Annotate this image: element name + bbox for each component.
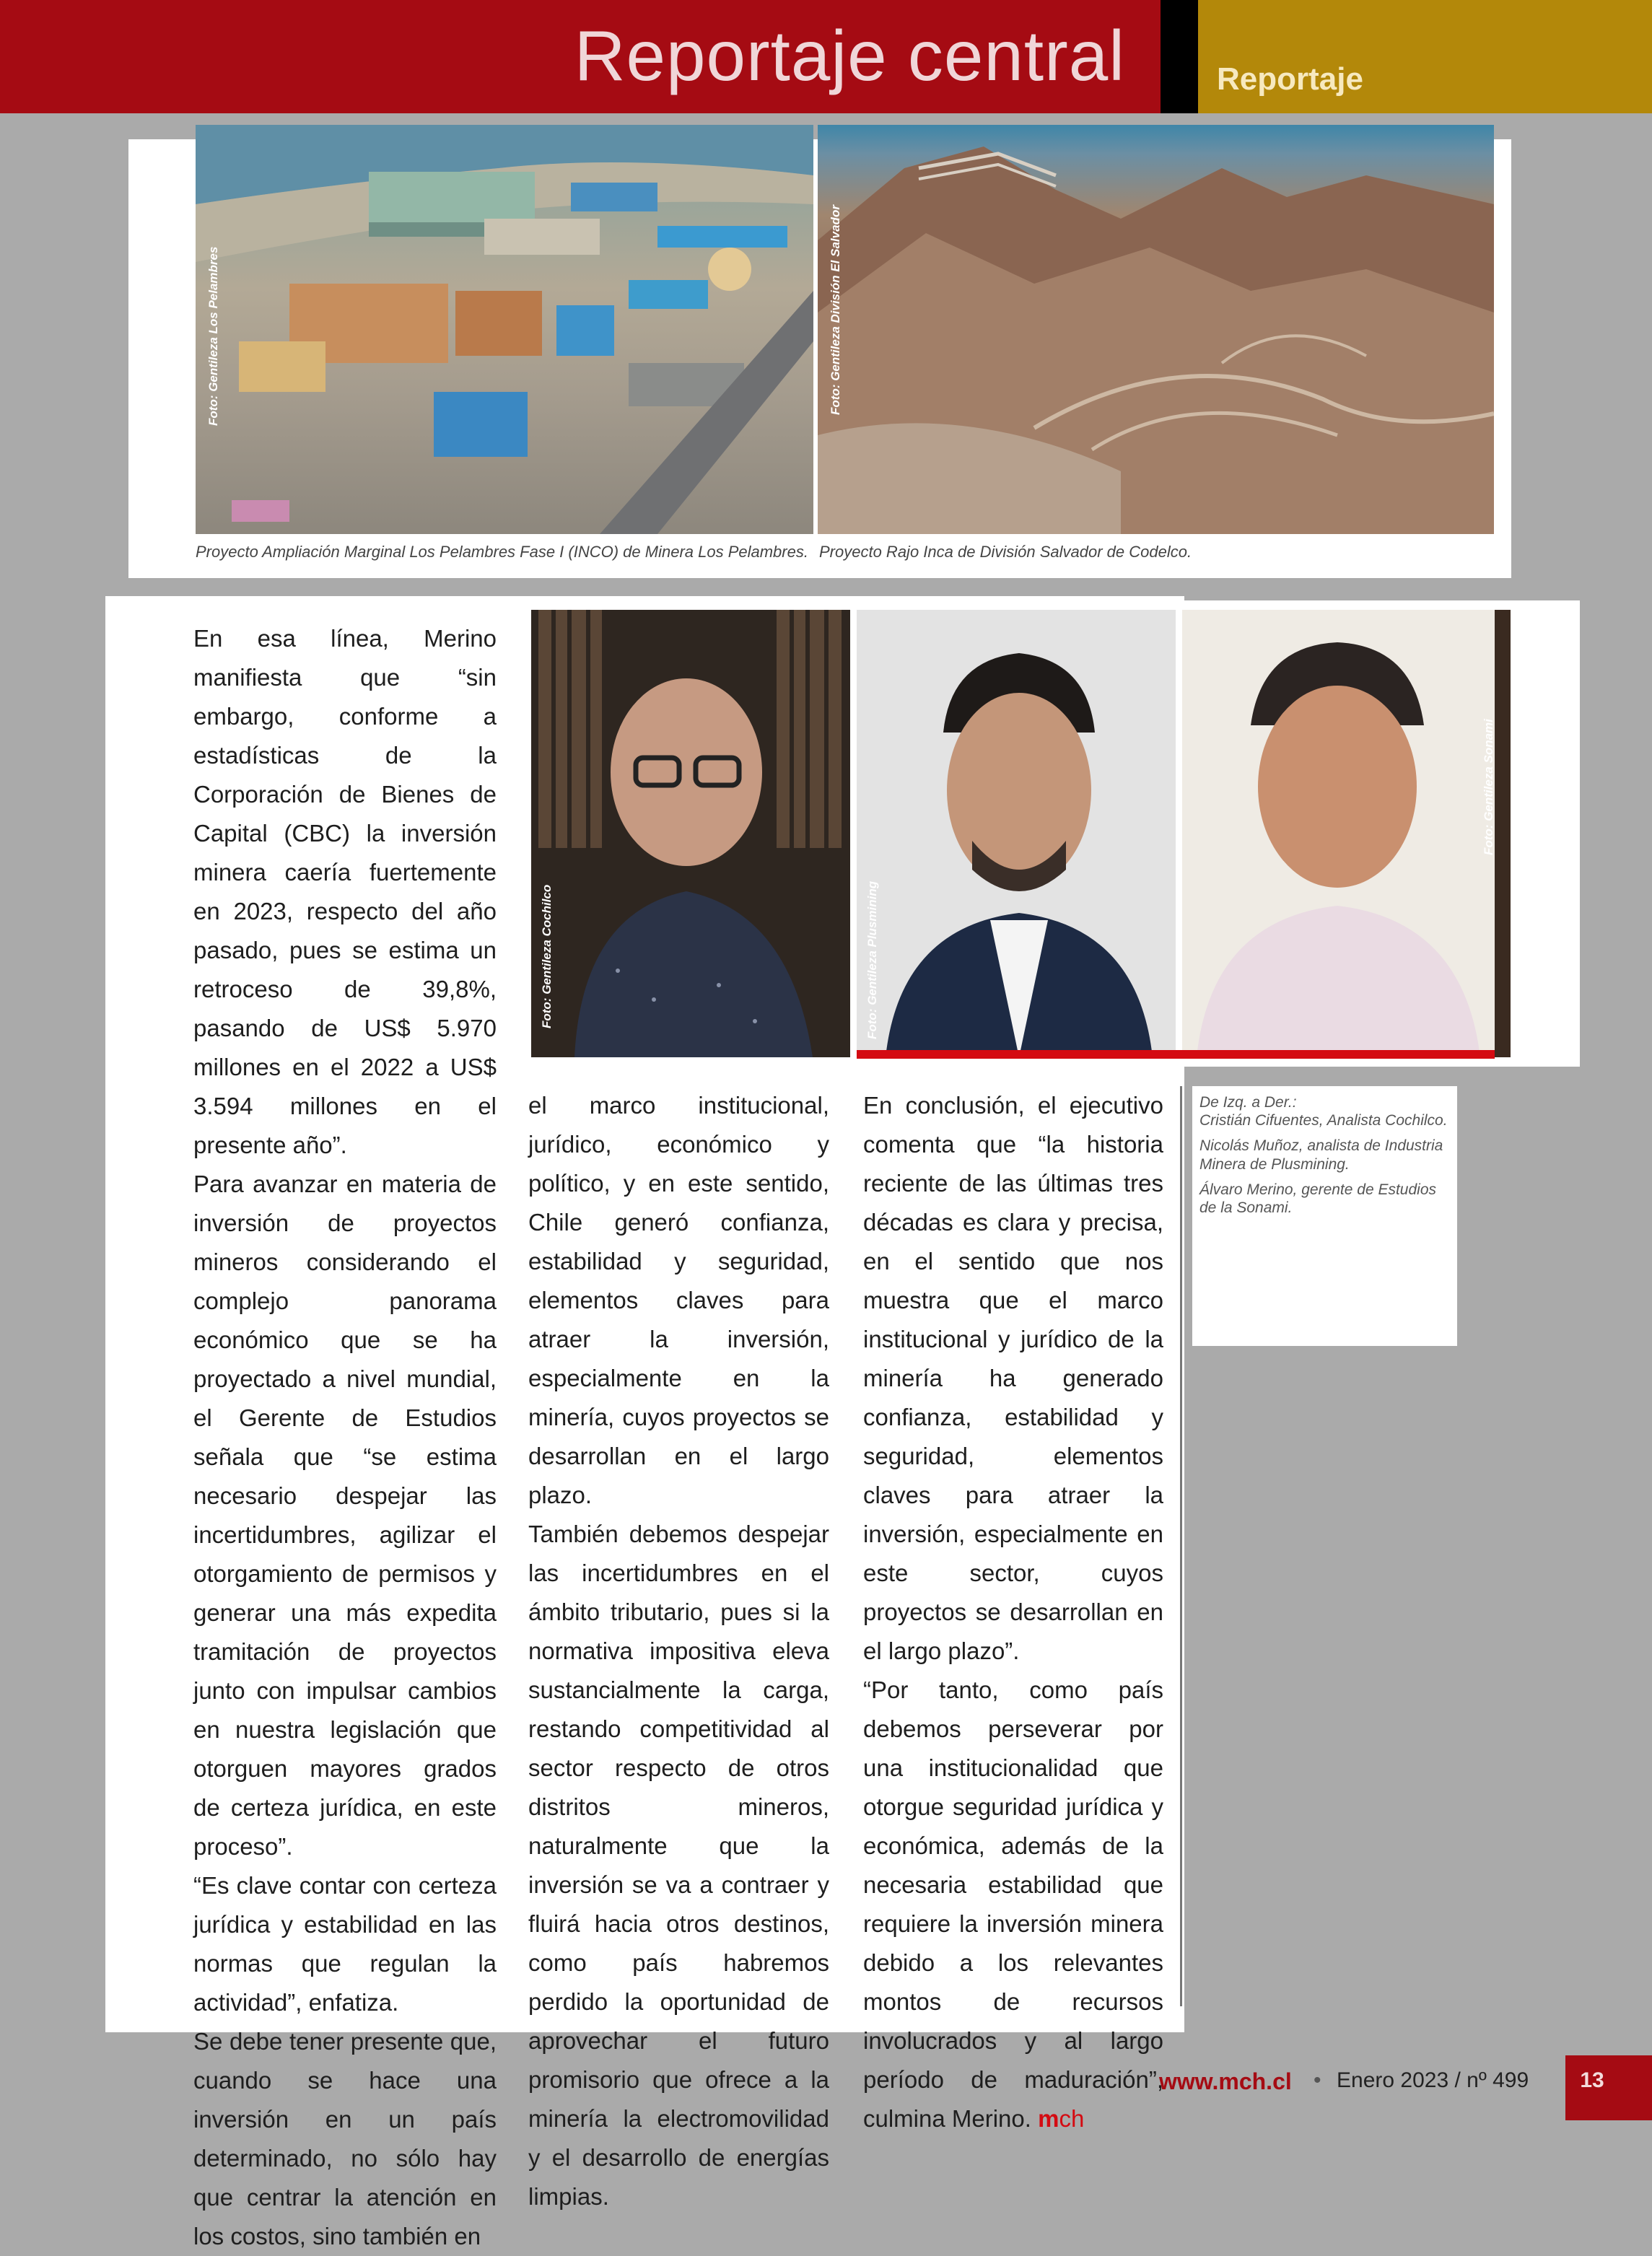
portrait-1-illustration [531, 610, 850, 1057]
page-title: Reportaje central [574, 16, 1125, 95]
footer-separator: • [1314, 2068, 1321, 2092]
paragraph: En esa línea, Merino manifiesta que “sin embargo, conforme a estadísticas de la Corporación de Bienes de Capital (CBC) la inversión minera caería fuertemente en 2023, respecto del año pasado, pues se estima un retroceso de 39,8%, pasando de US$ 5.970 millones en el 2022 a US$ 3.594 millones en el presente año”. [193, 625, 497, 1158]
article-column-2 [528, 1086, 829, 2216]
paragraph-final [863, 1671, 1163, 2138]
paragraph: Se debe tener presente que, cuando se hace una inversión en un país determinado, no sólo hay que centrar la atención en los costos, sino también en [193, 2028, 497, 2250]
plant-illustration [196, 125, 813, 534]
photo-rajo-inca-mine [818, 125, 1494, 534]
portrait-credit-3: Foto: Gentileza Sonami [1482, 719, 1495, 855]
portrait-nicolas-munoz [857, 610, 1176, 1057]
closing-text: “Por tanto, como país debemos perseverar por una institucionalidad que otorgue seguridad jurídica y económica, además de la necesaria estabilidad que requiere la inversión minera debido a los relevantes montos de recursos involucrados y al largo período de maduración”, culmina Merino. [863, 1676, 1163, 2132]
photo-caption-2: Proyecto Rajo Inca de División Salvador de Codelco. [819, 543, 1192, 561]
portrait-2-illustration [857, 610, 1176, 1057]
caption-line: Álvaro Merino, gerente de Estudios de la Sonami. [1199, 1181, 1437, 1216]
portrait-credit-2: Foto: Gentileza Plusmining [865, 880, 879, 1039]
article-column-1 [193, 619, 497, 2256]
mine-illustration [818, 125, 1494, 534]
photo-credit-1: Foto: Gentileza Los Pelambres [206, 246, 220, 426]
paragraph: También debemos despejar las incertidumbres en el ámbito tributario, pues si la normativa impositiva eleva sustancialmente la carga, restando competitividad al sector respecto de otros distritos mineros, naturalmente que la inversión se va a contraer y fluirá hacia otros destinos, como país habremos perdido la oportunidad de aprovechar el futuro promisorio que ofrece a la minería la electromovilidad y el desarrollo de energías limpias. [528, 1521, 829, 2210]
paragraph: el marco institucional, jurídico, económico y político, y en este sentido, Chile generó confianza, estabilidad y seguridad, elementos claves para atraer la inversión, especialmente en la minería, cuyos proyectos se desarrollan en el largo plazo. [528, 1092, 829, 1508]
caption-line: Cristián Cifuentes, Analista Cochilco. [1199, 1112, 1448, 1129]
column-divider [1180, 1086, 1182, 2006]
mch-end-logo: mch [1038, 2105, 1085, 2132]
article-column-3 [863, 1086, 1163, 2138]
photo-credit-2: Foto: Gentileza División El Salvador [829, 205, 842, 415]
section-label: Reportaje [1217, 61, 1363, 97]
footer-issue: Enero 2023 / nº 499 [1337, 2068, 1529, 2092]
portrait-frame-edge [1495, 610, 1511, 1057]
photo-los-pelambres-plant [196, 125, 813, 534]
portrait-3-illustration [1182, 610, 1495, 1057]
portrait-alvaro-merino [1182, 610, 1495, 1057]
caption-heading: De Izq. a Der.: [1199, 1094, 1297, 1111]
photo-caption-1: Proyecto Ampliación Marginal Los Pelambres Fase I (INCO) de Minera Los Pelambres. [196, 543, 808, 561]
portrait-cristian-cifuentes [531, 610, 850, 1057]
portrait-caption-box [1192, 1086, 1457, 1346]
paragraph: En conclusión, el ejecutivo comenta que “la historia reciente de las últimas tres décadas es clara y precisa, en el sentido que nos muestra que el marco institucional y jurídico de la minería ha generado confianza, estabilidad y seguridad, elementos claves para atraer la inversión, especialmente en este sector, cuyos proyectos se desarrollan en el largo plazo”. [863, 1092, 1163, 1664]
page-number: 13 [1580, 2068, 1604, 2092]
footer-url[interactable]: www.mch.cl [1159, 2068, 1292, 2094]
portrait-red-bar [857, 1050, 1495, 1059]
portrait-credit-1: Foto: Gentileza Cochilco [540, 884, 554, 1028]
paragraph: Para avanzar en materia de inversión de proyectos mineros considerando el complejo panorama económico que se ha proyectado a nivel mundial, el Gerente de Estudios señala que “se estima necesario despejar las incertidumbres, agilizar el otorgamiento de permisos y generar una más expedita tramitación de proyectos junto con impulsar cambios en nuestra legislación que otorguen mayores grados de certeza jurídica, en este proceso”. [193, 1171, 497, 1860]
header-black-stripe [1161, 0, 1198, 113]
paragraph: “Es clave contar con certeza jurídica y estabilidad en las normas que regulan la actividad”, enfatiza. [193, 1872, 497, 2016]
caption-line: Nicolás Muñoz, analista de Industria Minera de Plusmining. [1199, 1137, 1443, 1173]
